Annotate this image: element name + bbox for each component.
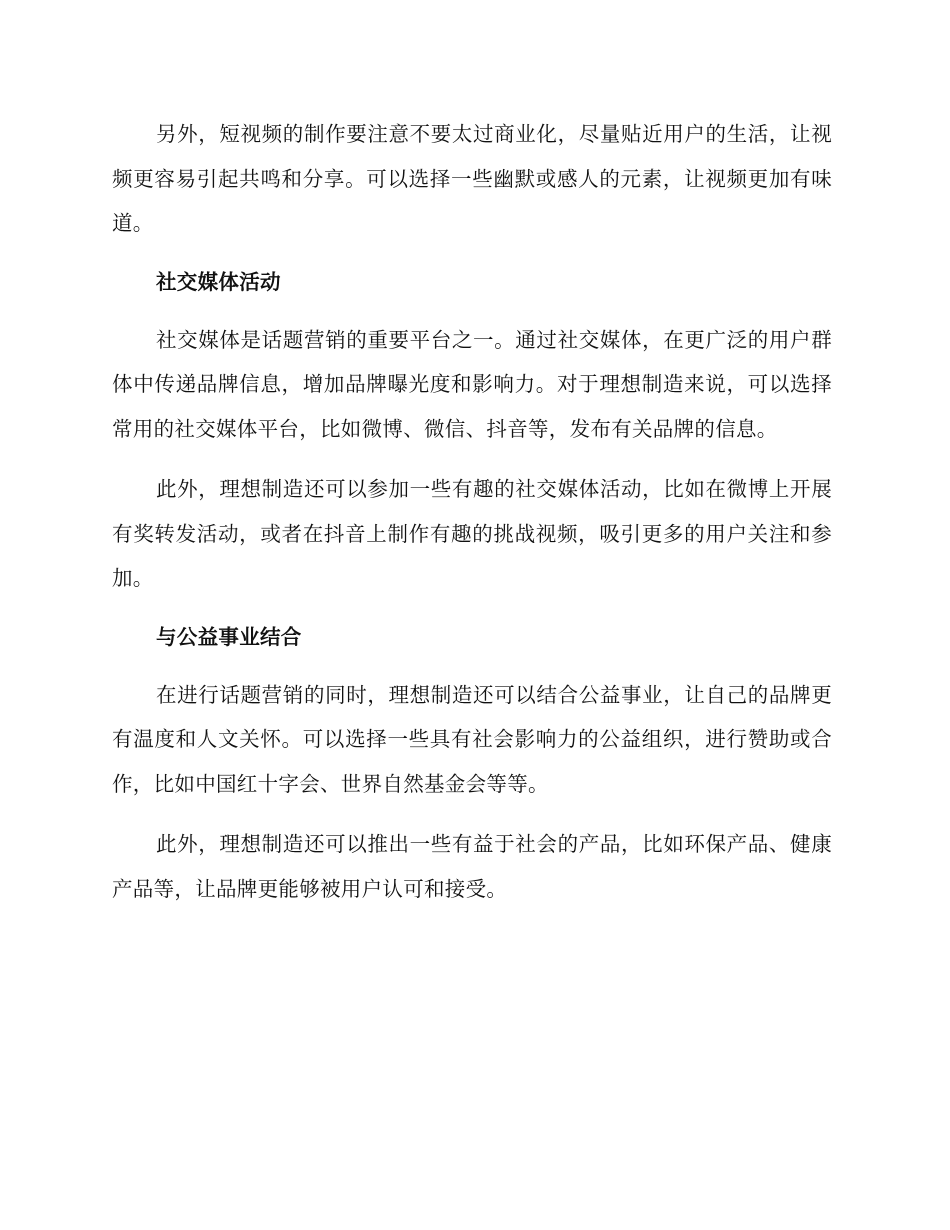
heading-social-media-activities: 社交媒体活动 <box>156 269 281 294</box>
paragraph-social-media-platforms: 社交媒体是话题营销的重要平台之一。通过社交媒体，在更广泛的用户群体中传递品牌信息，增加品牌曝光度和影响力。对于理想制造来说，可以选择常用的社交媒体平台，比如微博、微信、抖音等，发布有关品牌的信息。 <box>112 327 832 441</box>
paragraph-social-products: 此外，理想制造还可以推出一些有益于社会的产品，比如环保产品、健康产品等，让品牌更能够被用户认可和接受。 <box>112 832 832 901</box>
paragraph-short-video-tips: 另外，短视频的制作要注意不要太过商业化，尽量贴近用户的生活，让视频更容易引起共鸣和分享。可以选择一些幽默或感人的元素，让视频更加有味道。 <box>112 122 832 235</box>
heading-public-welfare: 与公益事业结合 <box>156 624 302 649</box>
paragraph-public-welfare-sponsorship: 在进行话题营销的同时，理想制造还可以结合公益事业，让自己的品牌更有温度和人文关怀。可以选择一些具有社会影响力的公益组织，进行赞助或合作，比如中国红十字会、世界自然基金会等等。 <box>112 682 832 796</box>
paragraph-social-media-events: 此外，理想制造还可以参加一些有趣的社交媒体活动，比如在微博上开展有奖转发活动，或者在抖音上制作有趣的挑战视频，吸引更多的用户关注和参加。 <box>112 477 832 590</box>
document-body <box>112 112 832 927</box>
